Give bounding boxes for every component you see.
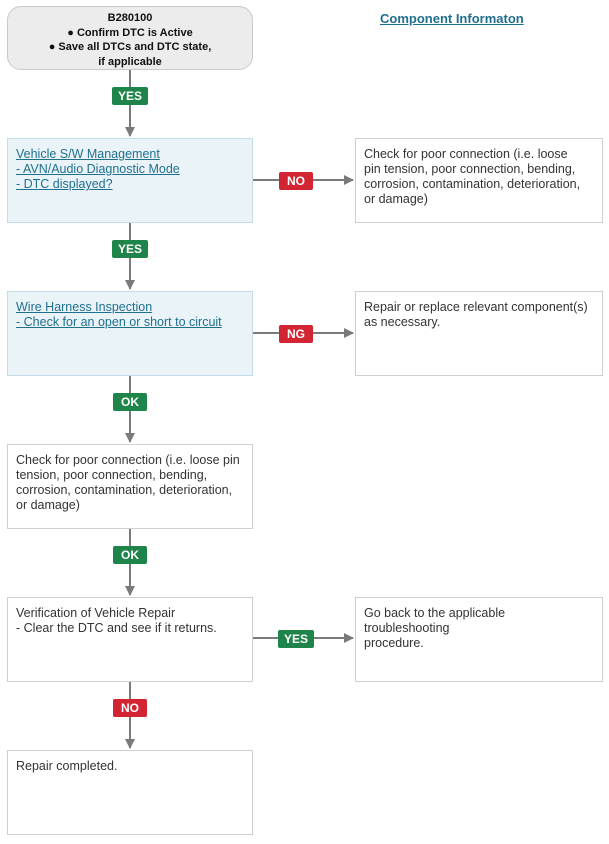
side-check-line-3: corrosion, contamination, deterioration, [364, 177, 581, 191]
side-repair-line-2: as necessary. [364, 315, 441, 329]
verification-clear-dtc: - Clear the DTC and see if it returns. [16, 621, 217, 635]
check-poor-connection-line-2: tension, poor connection, bending, [16, 468, 208, 482]
repair-completed-text: Repair completed. [16, 759, 118, 773]
side-go-back-line-1: Go back to the applicable troubleshooting [364, 606, 509, 635]
start-line-applicable: if applicable [98, 55, 162, 68]
badge-no-verification: NO [113, 699, 147, 717]
side-check-line-2: pin tension, poor connection, bending, [364, 162, 576, 176]
badge-ok-wire-harness: OK [113, 393, 147, 411]
side-repair-replace [355, 291, 603, 376]
badge-yes-verification: YES [278, 630, 314, 648]
avn-audio-diagnostic-link[interactable]: - AVN/Audio Diagnostic Mode [16, 162, 180, 176]
start-line-confirm: ● Confirm DTC is Active [67, 26, 193, 39]
wire-harness-inspection-link[interactable]: Wire Harness Inspection [16, 300, 153, 314]
step-vehicle-sw-management [7, 138, 253, 223]
vehicle-sw-management-link[interactable]: Vehicle S/W Management [16, 147, 160, 161]
verification-title: Verification of Vehicle Repair [16, 606, 176, 620]
component-information-link[interactable]: Component Informaton [380, 11, 524, 26]
badge-ng-wire-harness: NG [279, 325, 313, 343]
check-poor-connection-line-3: corrosion, contamination, deterioration, [16, 483, 233, 497]
badge-yes-vehicle-sw: YES [112, 240, 148, 258]
start-line-save: ● Save all DTCs and DTC state, [48, 41, 212, 53]
badge-yes-start: YES [112, 87, 148, 105]
step-verification-vehicle-repair [7, 597, 253, 682]
side-repair-line-1: Repair or replace relevant component(s) [364, 300, 588, 314]
check-poor-connection-line-4: or damage) [16, 498, 80, 512]
check-poor-connection-line-1: Check for poor connection (i.e. loose pin [16, 453, 240, 467]
step-repair-completed [7, 750, 253, 835]
side-check-line-4: or damage) [364, 192, 428, 206]
step-wire-harness-inspection [7, 291, 253, 376]
start-dtc-code: B280100 [107, 12, 153, 24]
start-box [7, 6, 253, 70]
badge-no-vehicle-sw: NO [279, 172, 313, 190]
badge-ok-check: OK [113, 546, 147, 564]
side-check-poor-connection [355, 138, 603, 223]
step-check-poor-connection [7, 444, 253, 529]
side-check-line-1: Check for poor connection (i.e. loose [364, 147, 568, 161]
side-go-back [355, 597, 603, 682]
side-go-back-line-2: procedure. [364, 636, 424, 650]
open-short-circuit-link[interactable]: - Check for an open or short to circuit [16, 315, 222, 329]
dtc-displayed-link[interactable]: - DTC displayed? [16, 177, 113, 191]
